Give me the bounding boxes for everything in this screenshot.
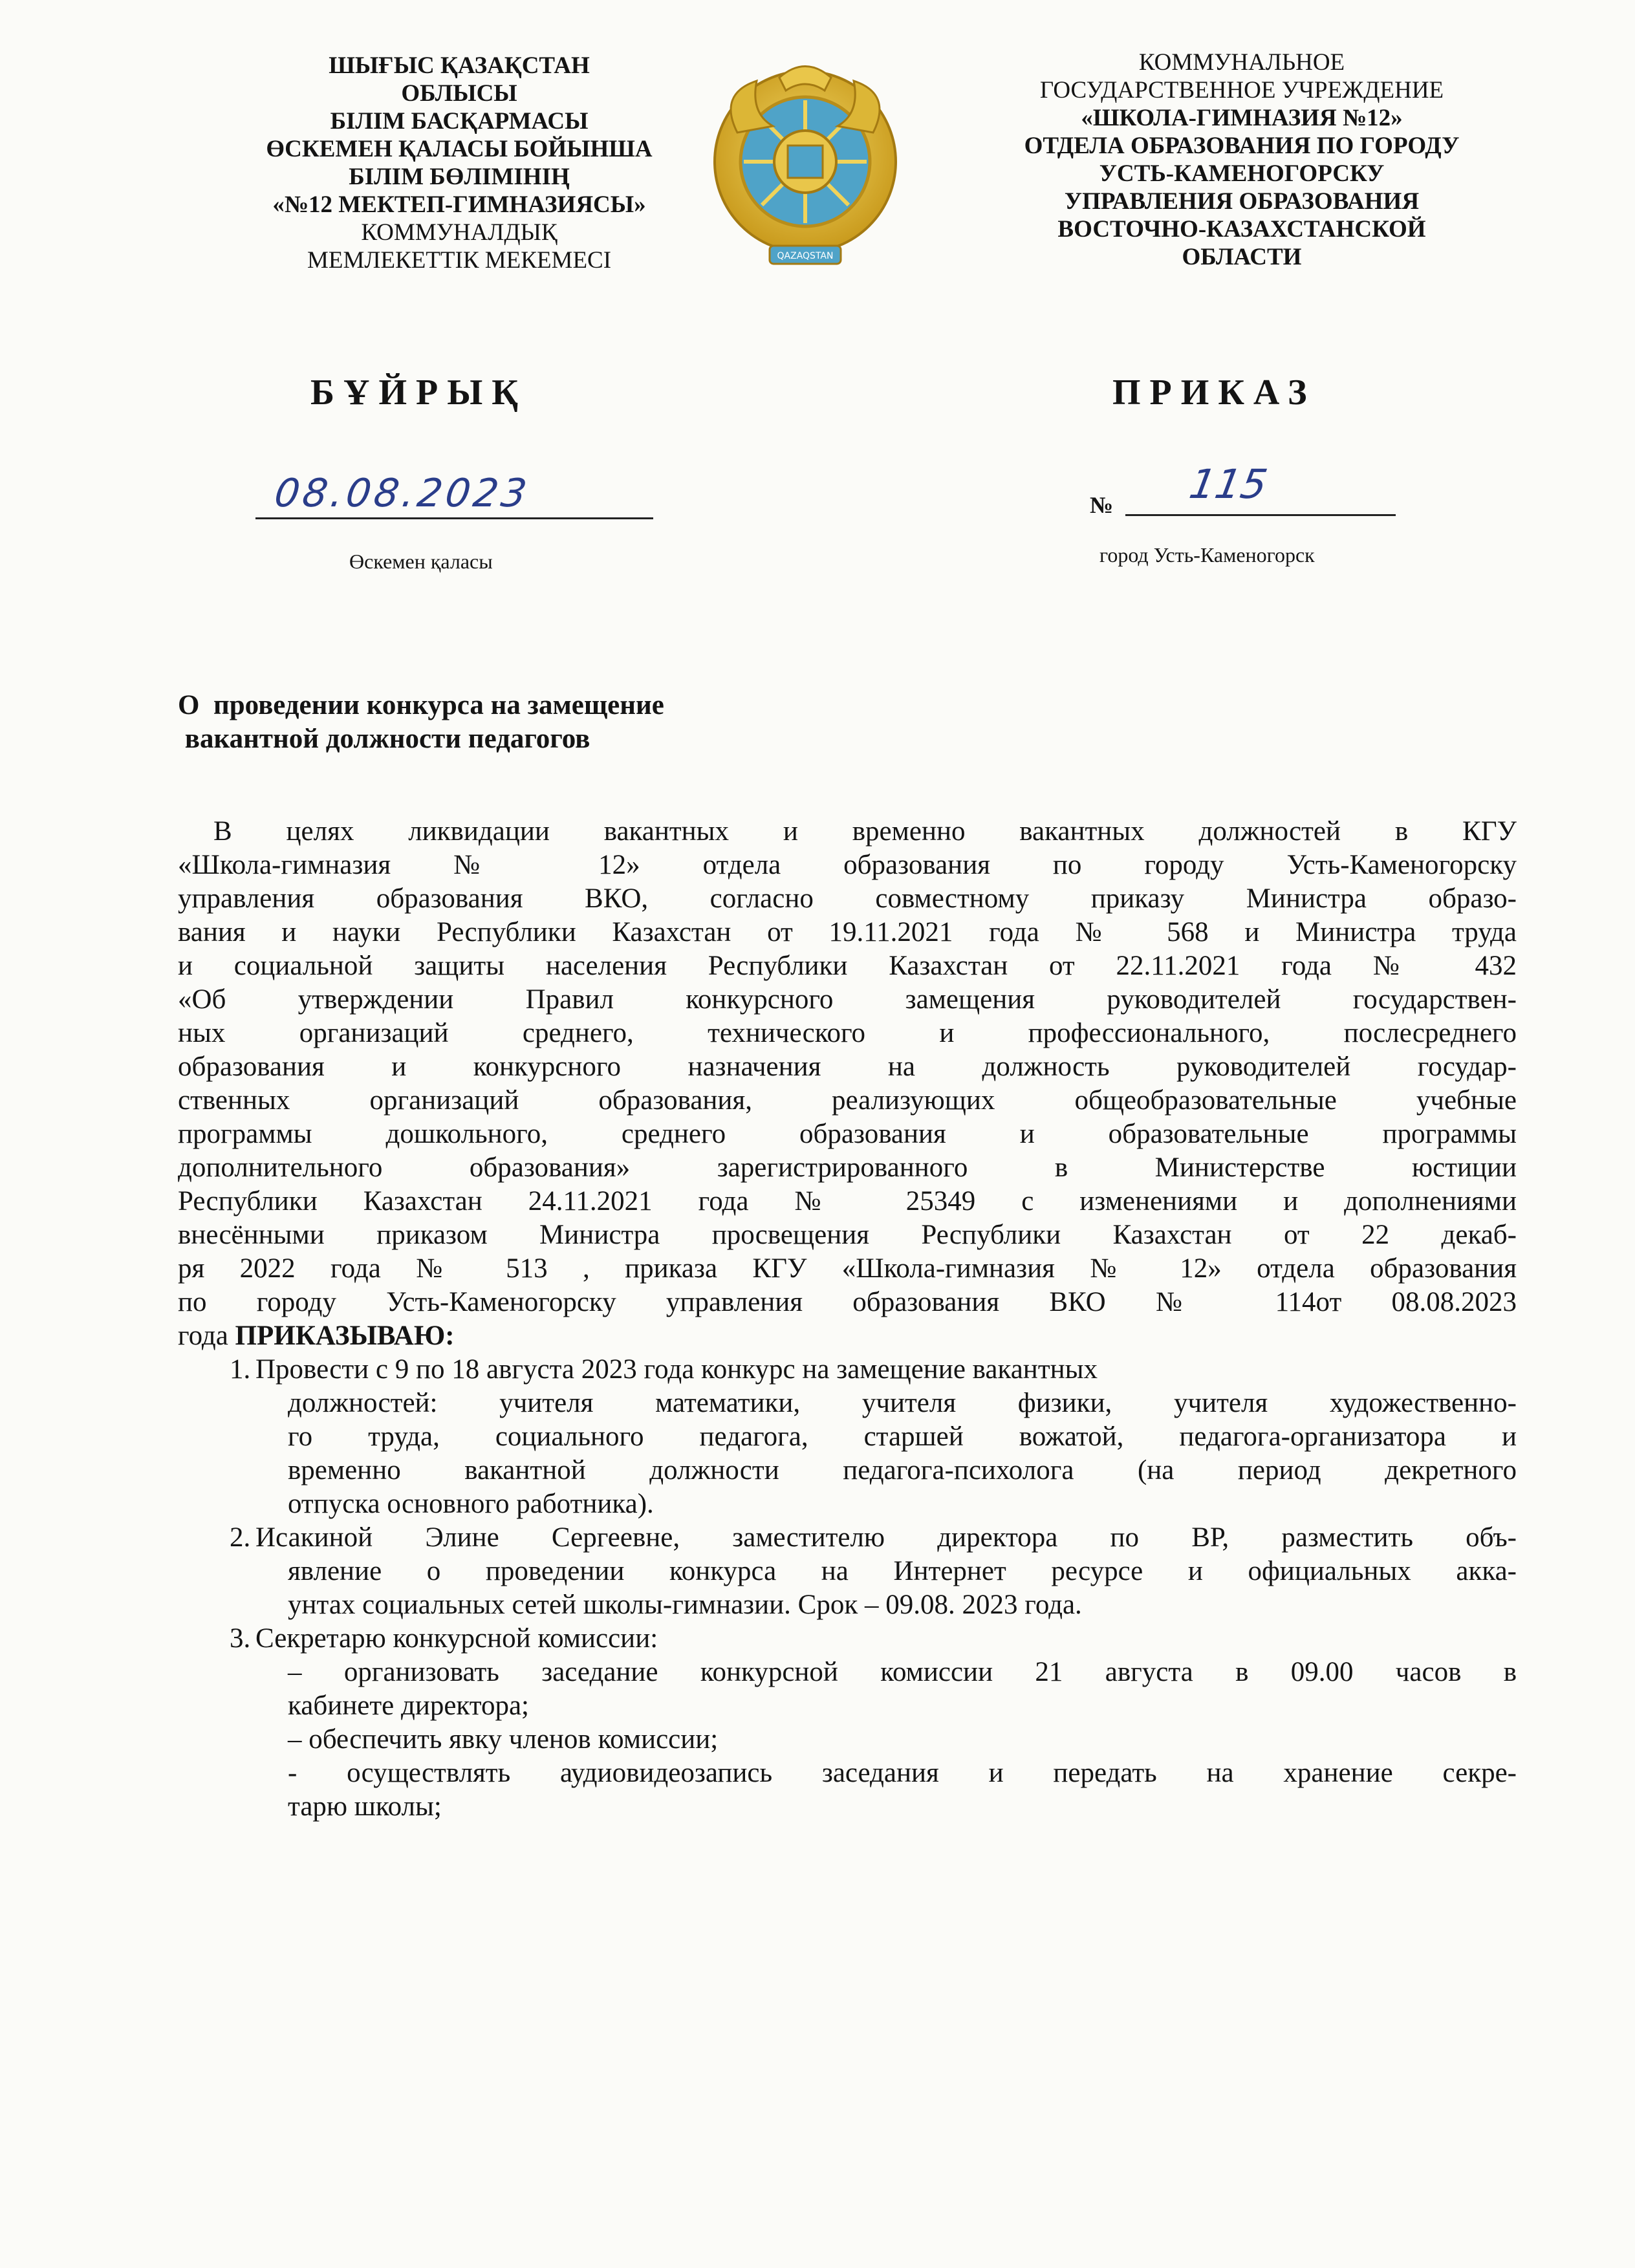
item-number: 3.	[230, 1623, 251, 1654]
header-ru-line: УСТЬ-КАМЕНОГОРСКУ	[1099, 160, 1385, 187]
paragraph-last-line	[178, 1319, 1517, 1353]
item-line: отпуска основного работника).	[288, 1489, 654, 1519]
header-kz-line: ӨСКЕМЕН ҚАЛАСЫ БОЙЫНША	[266, 136, 653, 162]
emblem-text: QAZAQSTAN	[777, 251, 834, 261]
header-kz-line: «№12 МЕКТЕП-ГИМНАЗИЯСЫ»	[272, 191, 646, 218]
order-item-1	[178, 1353, 1517, 1521]
header-org-kz	[213, 52, 705, 274]
header-ru-line: ОБЛАСТИ	[1182, 244, 1302, 270]
item-line: го труда, социального педагога, старшей вожатой, педагога-организатора и	[288, 1421, 1517, 1452]
paragraph-line: внесёнными приказом Министра просвещения Республики Казахстан от 22 декаб-	[178, 1220, 1517, 1250]
paragraph-line: программы дошкольного, среднего образования и образовательные программы	[178, 1119, 1517, 1149]
header-kz-line: ОБЛЫСЫ	[401, 80, 517, 107]
paragraph-line: В целях ликвидации вакантных и временно вакантных должностей в КГУ	[213, 816, 1517, 847]
paragraph-line: и социальной защиты населения Республики Казахстан от 22.11.2021 года № 432	[178, 951, 1517, 981]
paragraph-line: «Школа-гимназия № 12» отдела образования по городу Усть-Каменогорску	[178, 850, 1517, 880]
paragraph-line: вания и науки Республики Казахстан от 19.11.2021 года № 568 и Министра труда	[178, 917, 1517, 947]
header-ru-line: ОТДЕЛА ОБРАЗОВАНИЯ ПО ГОРОДУ	[1024, 133, 1460, 159]
item-number: 2.	[230, 1522, 251, 1553]
header-kz-line: БІЛІМ БӨЛІМІНІҢ	[349, 164, 570, 190]
header-ru-line: ВОСТОЧНО-КАЗАХСТАНСКОЙ	[1057, 216, 1426, 243]
paragraph-line: «Об утверждении Правил конкурсного замещения руководителей государствен-	[178, 984, 1517, 1015]
paragraph-line: ных организаций среднего, технического и профессионального, послесреднего	[178, 1018, 1517, 1048]
header-ru-line: КОММУНАЛЬНОЕ	[1138, 49, 1345, 76]
number-underline	[1125, 514, 1396, 516]
item-line: - осуществлять аудиовидеозапись заседания и передать на хранение секре-	[288, 1758, 1517, 1788]
paragraph-line: управления образования ВКО, согласно совместному приказу Министра образо-	[178, 883, 1517, 914]
preamble-paragraph	[178, 815, 1517, 1353]
header-org-ru	[957, 49, 1526, 271]
item-number: 1.	[230, 1354, 251, 1385]
item-line: унтах социальных сетей школы-гимназии. Срок – 09.08. 2023 года.	[288, 1590, 1082, 1620]
order-title-ru: ПРИКАЗ	[1112, 373, 1316, 413]
paragraph-line: дополнительного образования» зарегистрированного в Министерстве юстиции	[178, 1152, 1517, 1183]
paragraph-line: ря 2022 года № 513 , приказа КГУ «Школа-гимназия № 12» отдела образования	[178, 1253, 1517, 1284]
order-title-kz: БҰЙРЫҚ	[310, 373, 527, 413]
item-line: явление о проведении конкурса на Интернет ресурсе и официальных акка-	[288, 1556, 1517, 1586]
item-line: Исакиной Элине Сергеевне, заместителю директора по ВР, разместить объ-	[255, 1522, 1517, 1553]
item-line: временно вакантной должности педагога-психолога (на период декретного	[288, 1455, 1517, 1485]
paragraph-line: Республики Казахстан 24.11.2021 года № 25349 с изменениями и дополнениями	[178, 1186, 1517, 1216]
header-ru-line: «ШКОЛА-ГИМНАЗИЯ №12»	[1081, 105, 1403, 131]
order-number-handwritten: 115	[1186, 460, 1271, 508]
order-item-3	[178, 1622, 1517, 1824]
order-directive: ПРИКАЗЫВАЮ:	[235, 1321, 455, 1351]
item-line: Секретарю конкурсной комиссии:	[255, 1623, 658, 1654]
item-line: – обеспечить явку членов комиссии;	[288, 1724, 719, 1755]
order-item-2	[178, 1521, 1517, 1622]
city-ru: город Усть-Каменогорск	[1099, 543, 1315, 567]
header-kz-line: ШЫҒЫС ҚАЗАҚСТАН	[329, 52, 590, 79]
item-line: – организовать заседание конкурсной комиссии 21 августа в 09.00 часов в	[288, 1657, 1517, 1687]
paragraph-line: по городу Усть-Каменогорску управления образования ВКО № 114от 08.08.2023	[178, 1287, 1517, 1317]
state-emblem-icon	[711, 55, 899, 278]
header-kz-line: БІЛІМ БАСҚАРМАСЫ	[330, 108, 589, 135]
order-number-label: №	[1090, 492, 1114, 518]
item-line: должностей: учителя математики, учителя физики, учителя художественно-	[288, 1388, 1517, 1418]
document-title: О проведении конкурса на замещение вакантной должности педагогов	[178, 690, 664, 754]
order-date-handwritten: 08.08.2023	[272, 471, 533, 516]
item-line: кабинете директора;	[288, 1690, 529, 1721]
item-line: Провести с 9 по 18 августа 2023 года конкурс на замещение вакантных	[255, 1354, 1098, 1385]
header-kz-line: КОММУНАЛДЫҚ	[361, 219, 558, 246]
item-line: тарю школы;	[288, 1791, 442, 1822]
city-kz: Өскемен қаласы	[349, 550, 493, 573]
header-kz-line: МЕМЛЕКЕТТІК МЕКЕМЕСІ	[307, 247, 612, 274]
paragraph-last-prefix: года	[178, 1321, 235, 1351]
paragraph-line: ственных организаций образования, реализующих общеобразовательные учебные	[178, 1085, 1517, 1116]
date-underline	[255, 517, 653, 519]
header-ru-line: УПРАВЛЕНИЯ ОБРАЗОВАНИЯ	[1064, 188, 1420, 215]
paragraph-line: образования и конкурсного назначения на должность руководителей государ-	[178, 1052, 1517, 1082]
header-ru-line: ГОСУДАРСТВЕННОЕ УЧРЕЖДЕНИЕ	[1039, 77, 1444, 103]
